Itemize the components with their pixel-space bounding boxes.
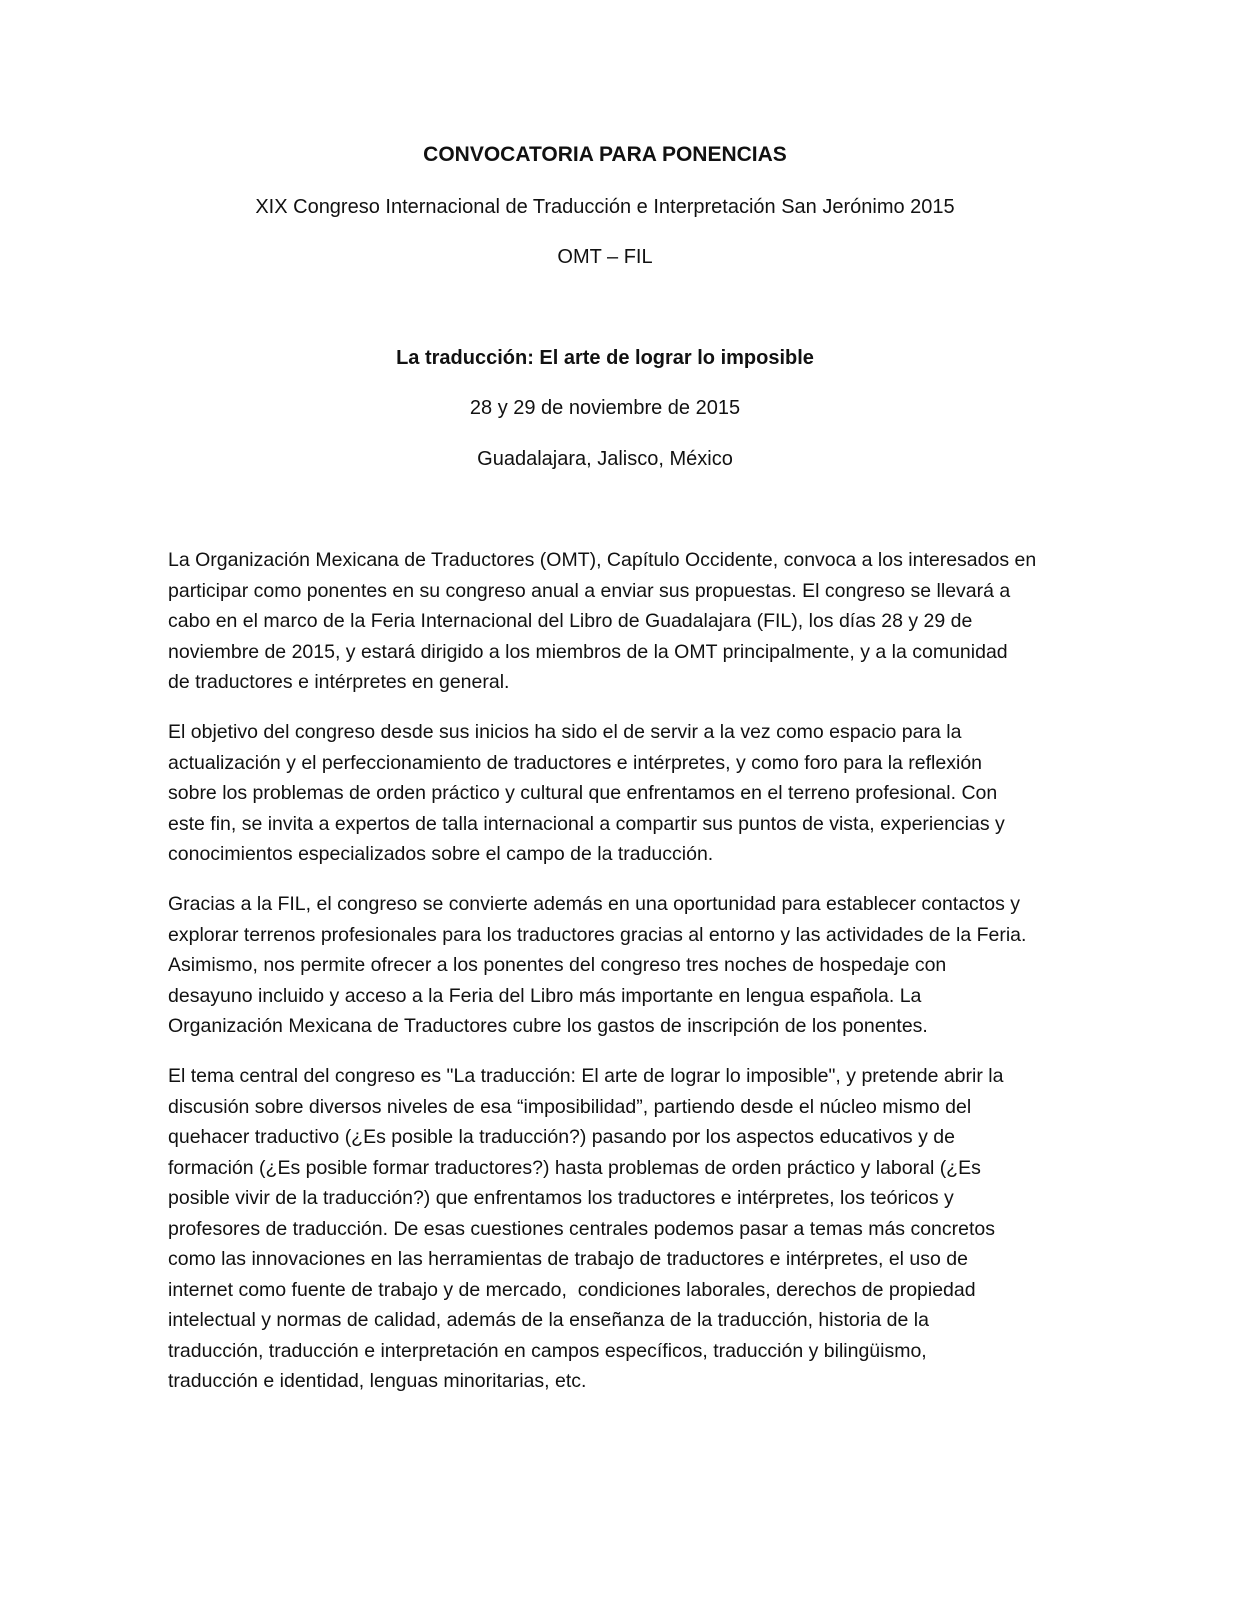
paragraph-line: Organización Mexicana de Traductores cubre los gastos de inscripción de los ponentes. [168, 1015, 928, 1037]
congress-theme: La traducción: El arte de lograr lo imposible [396, 347, 814, 369]
paragraph-line: como las innovaciones en las herramientas de trabajo de traductores e intérpretes, el uso de [168, 1248, 968, 1270]
paragraph [168, 545, 1068, 698]
paragraph-line: traducción, traducción e interpretación en campos específicos, traducción y bilingüismo, [168, 1339, 927, 1362]
paragraph-line: sobre los problemas de orden práctico y cultural que enfrentamos en el terreno profesional. Con [168, 782, 998, 804]
paragraph-line: intelectual y normas de calidad, además de la enseñanza de la traducción, historia de la [168, 1309, 929, 1331]
paragraph-line: discusión sobre diversos niveles de esa “imposibilidad”, partiendo desde el núcleo mismo del [168, 1095, 972, 1118]
paragraph-line: de traductores e intérpretes en general. [168, 671, 510, 693]
paragraph-line: explorar terrenos profesionales para los traductores gracias al entorno y las actividades de la Feria. [168, 923, 1027, 946]
congress-name: XIX Congreso Internacional de Traducción e Interpretación San Jerónimo 2015 [255, 196, 955, 218]
paragraph-line: Gracias a la FIL, el congreso se convierte además en una oportunidad para establecer contactos y [168, 893, 1020, 915]
paragraph-line: noviembre de 2015, y estará dirigido a los miembros de la OMT principalmente, y a la comunidad [168, 640, 1008, 663]
paragraph-line: traducción e identidad, lenguas minoritarias, etc. [168, 1370, 587, 1392]
paragraph [168, 1061, 1068, 1397]
paragraph-line: participar como ponentes en su congreso anual a enviar sus propuestas. El congreso se llevará a [168, 579, 1011, 602]
paragraph-line: La Organización Mexicana de Traductores (OMT), Capítulo Occidente, convoca a los interesados en [168, 549, 1037, 571]
paragraph-line: quehacer traductivo (¿Es posible la traducción?) pasando por los aspectos educativos y de [168, 1126, 955, 1148]
document-body [168, 545, 1068, 1416]
congress-location: Guadalajara, Jalisco, México [477, 448, 733, 470]
paragraph-line: desayuno incluido y acceso a la Feria del Libro más importante en lengua española. La [168, 984, 922, 1007]
paragraph-line: internet como fuente de trabajo y de mercado, condiciones laborales, derechos de propiedad [168, 1278, 976, 1301]
paragraph-line: posible vivir de la traducción?) que enfrentamos los traductores e intérpretes, los teóricos y [168, 1187, 954, 1209]
paragraph-line: conocimientos especializados sobre el campo de la traducción. [168, 843, 714, 865]
paragraph-line: El tema central del congreso es "La traducción: El arte de lograr lo imposible", y pretende abrir la [168, 1065, 1004, 1087]
organizers: OMT – FIL [557, 246, 653, 268]
paragraph [168, 717, 1068, 870]
paragraph [168, 889, 1068, 1042]
paragraph-line: Asimismo, nos permite ofrecer a los ponentes del congreso tres noches de hospedaje con [168, 954, 947, 976]
congress-dates: 28 y 29 de noviembre de 2015 [469, 397, 741, 419]
paragraph-line: actualización y el perfeccionamiento de traductores e intérpretes, y como foro para la reflexión [168, 751, 983, 774]
paragraph-line: formación (¿Es posible formar traductores?) hasta problemas de orden práctico y laboral (¿Es [168, 1156, 981, 1179]
paragraph-line: este fin, se invita a expertos de talla internacional a compartir sus puntos de vista, experiencias y [168, 812, 1005, 835]
paragraph-line: El objetivo del congreso desde sus inicios ha sido el de servir a la vez como espacio para la [168, 721, 962, 743]
paragraph-line: cabo en el marco de la Feria Internacional del Libro de Guadalajara (FIL), los días 28 y 29 de [168, 610, 973, 632]
document-title: CONVOCATORIA PARA PONENCIAS [423, 143, 787, 166]
paragraph-line: profesores de traducción. De esas cuestiones centrales podemos pasar a temas más concretos [168, 1217, 996, 1240]
